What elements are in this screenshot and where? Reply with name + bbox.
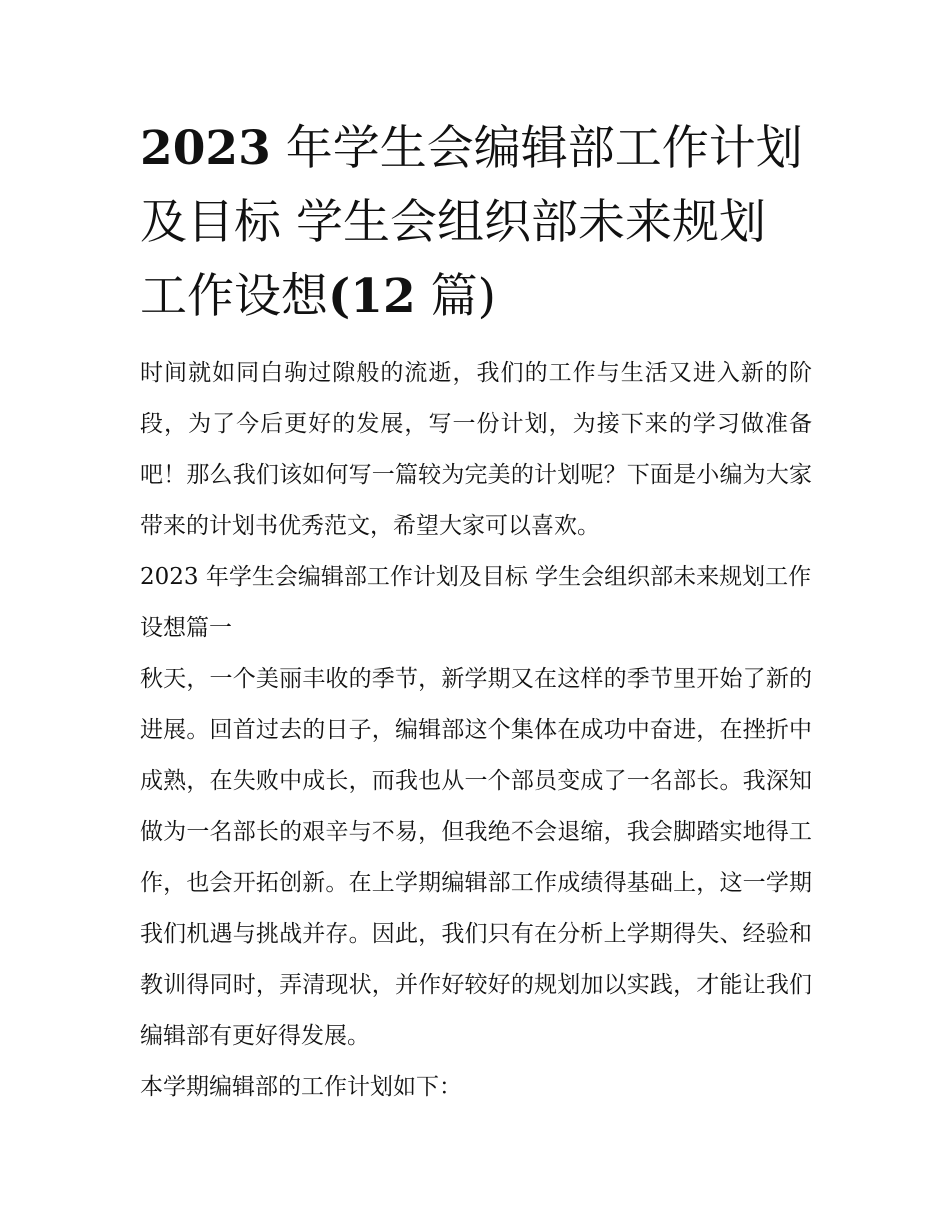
plan-lead: 本学期编辑部的工作计划如下： [140,1074,462,1100]
document-page [140,112,812,1113]
title-tail: 篇) [415,269,496,324]
document-title [140,112,812,334]
title-count: (12 [328,269,416,324]
intro-paragraph: 时间就如同白驹过隙般的流逝，我们的工作与生活又进入新的阶段，为了今后更好的发展，写一份计划，为接下来的学习做准备吧！那么我们该如何写一篇较为完美的计划呢？下面是小编为大家带来的计划书优秀范文，希望大家可以喜欢。 [140,360,812,539]
title-main: 年学生会编辑部工作计划及目标 学生会组织部未来规划工作设想 [140,121,803,324]
section-paragraph: 秋天，一个美丽丰收的季节，新学期又在这样的季节里开始了新的进展。回首过去的日子，编辑部这个集体在成功中奋进，在挫折中成熟，在失败中成长，而我也从一个部员变成了一名部长。我深知做为一名部长的艰辛与不易，但我绝不会退缩，我会脚踏实地得工作，也会开拓创新。在上学期编辑部工作成绩得基础上，这一学期我们机遇与挑战并存。因此，我们只有在分析上学期得失、经验和教训得同时，弄清现状，并作好较好的规划加以实践，才能让我们编辑部有更好得发展。 [140,666,812,1049]
title-year: 2023 [140,121,271,176]
section-heading: 2023 年学生会编辑部工作计划及目标 学生会组织部未来规划工作设想篇一 [140,564,812,641]
